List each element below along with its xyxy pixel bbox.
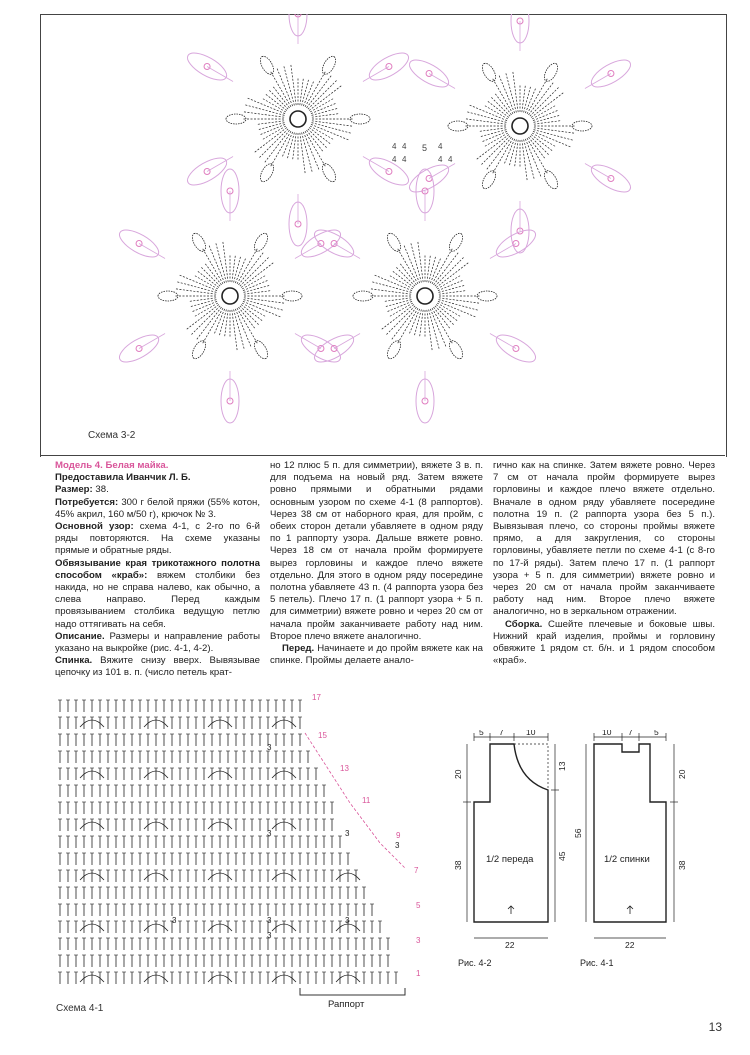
front-dim-right-upper: 13 (557, 761, 567, 771)
repeat-bracket (300, 988, 405, 1010)
front-dim-top-c: 10 (526, 730, 536, 737)
center-number: 4 (392, 142, 397, 151)
back-value: Вяжите снизу вверх. Вывязывае цепочку из 101 в. п. (число петель крат- (55, 655, 260, 679)
assembly-label: Сборка. (505, 618, 543, 630)
cell-number: 3 (345, 829, 350, 838)
flower-motif (406, 14, 635, 253)
assembly-value: Сшейте плечевые и боковые швы. Нижний край изделия, проймы и горловину обвяжите 1 рядом ст. б/н. и 1 рядом способом «краб». (493, 618, 715, 667)
size-label: Размер: (55, 484, 93, 496)
row-number: 3 (416, 936, 421, 945)
front-label: Перед. (282, 643, 315, 655)
front-dim-top-b: 7 (499, 730, 504, 737)
front-dim-top-a: 5 (479, 730, 484, 737)
flower-motif (116, 169, 345, 423)
repeat-label: Раппорт (328, 999, 365, 1010)
front-continued: гично как на спинке. Затем вяжете ровно. Через 7 см от начала пройм формируете вырез горловины и каждое плечо вяжете отдельно. Вначале в одном ряду убавляете посередине полотна 19 п. (2 раппорта узора без 5 п.). Вывязывая плечо, со стороны проймы вяжете прямо, а для закругления, со стороны горловины, убавляете петли по схеме 4-1 (с 8-го по 17-й ряды). Затем плечо 17 п. (1 раппорт узора + 5 п. для симметрии) вяжете ровно и через 20 см от начала пройм заканчиваете работу над ним. Второе плечо вяжете аналогично, но в зеркальном отражении. (493, 460, 715, 618)
pattern-label: Основной узор: (55, 521, 134, 533)
back-caption: Рис. 4-1 (580, 958, 614, 968)
pattern-value: схема 4-1, с 2-го по 6-й ряды повторяются. На схеме указаны прямые и обратные ряды. (55, 521, 261, 557)
row-numbers (312, 693, 421, 978)
back-label: Спинка. (55, 655, 93, 667)
column-2 (270, 460, 483, 667)
diagrams-svg (450, 730, 715, 970)
cell-number: 3 (395, 841, 400, 850)
back-dim-right-lower: 38 (677, 860, 687, 870)
back-pattern (573, 730, 687, 968)
cell-number: 3 (267, 916, 272, 925)
cell-number: 3 (345, 916, 350, 925)
cell-number: 3 (267, 829, 272, 838)
model-title: Модель 4. Белая майка. (55, 460, 169, 471)
back-dim-top-c: 5 (654, 730, 659, 737)
front-dim-right-total: 45 (557, 851, 567, 861)
row-number: 7 (414, 866, 419, 875)
edge-label: Обвязывание края трикотажного полотна способом «краб»: (55, 557, 260, 581)
front-dim-left-lower: 38 (453, 860, 463, 870)
row-number: 9 (396, 831, 401, 840)
cell-number: 3 (172, 916, 177, 925)
scheme-4-1-chart (50, 693, 435, 1018)
pattern-diagrams (450, 730, 715, 970)
center-number: 4 (402, 142, 407, 151)
center-number: 5 (422, 143, 428, 153)
front-pattern (453, 730, 567, 968)
description-label: Описание. (55, 630, 105, 642)
edge-value: вяжем столбики без накида, но не справа налево, как обычно, а слева направо. Перед каждым провязыванием столбика ведущую петлю надо оттягивать на себя. (55, 569, 260, 630)
back-dim-top-a: 10 (602, 730, 612, 737)
cell-number: 3 (267, 931, 272, 940)
row-number: 15 (318, 731, 327, 740)
scheme-3-2-label: Схема 3-2 (88, 430, 136, 441)
provided-by: Предоставила Иванчик Л. Б. (55, 472, 191, 484)
row-number: 11 (362, 796, 371, 805)
cell-numbers (172, 743, 400, 940)
back-dim-right-upper: 20 (677, 769, 687, 779)
front-value: Начинаете и до пройм вяжете как на спинке. Проймы делаете анало- (270, 643, 483, 667)
flower-motif (311, 169, 540, 423)
center-number: 4 (392, 155, 397, 164)
back-continued: но 12 плюс 5 п. для симметрии), вяжете 3 в. п. для подъема на новый ряд. Затем вяжете ровно прямыми и обратными рядами основным узором по схеме 4-1 (8 раппортов). Через 38 см от наборного края, для пройм, с обеих сторон детали убавляете в одном ряду по 1 раппорту узора. Дальше вяжете ровно. Через 18 см от начала пройм формируете вырез горловины и каждое плечо вяжете отдельно. Для этого в одном ряду посередине полотна убавляете 43 п. (4 раппорта узора без 5 петель). Плечо 17 п. (1 раппорт узора + 5 п. для симметрии) вяжете ровно и через 20 см от начала пройм заканчиваете работу над ним. Второе плечо вяжете аналогично. (270, 460, 483, 642)
back-dim-top-b: 7 (628, 730, 633, 737)
need-value: 300 г белой пряжи (55% котон, 45% акрил, 160 м/50 г), крючок № 3. (55, 496, 260, 520)
back-dim-bottom: 22 (625, 940, 635, 950)
description-value: Размеры и направление работы указано на выкройке (рис. 4-1, 4-2). (55, 630, 260, 655)
front-dim-left-upper: 20 (453, 769, 463, 779)
center-numbers (392, 142, 453, 164)
scheme-3-2-diagram (40, 14, 725, 444)
front-caption: Рис. 4-2 (458, 958, 492, 968)
motif-svg (40, 14, 725, 444)
column-1 (55, 460, 260, 680)
cell-number: 3 (267, 743, 272, 752)
row-number: 1 (416, 969, 421, 978)
column-3 (493, 460, 715, 667)
page-number: 13 (708, 1020, 722, 1034)
need-label: Потребуется: (55, 496, 119, 508)
center-number: 4 (438, 142, 443, 151)
scheme-4-1-label: Схема 4-1 (56, 1003, 104, 1014)
row-number: 13 (340, 764, 349, 773)
center-number: 4 (448, 155, 453, 164)
front-dim-bottom: 22 (505, 940, 515, 950)
size-value: 38. (95, 484, 109, 496)
flower-motif (184, 14, 413, 246)
center-number: 4 (402, 155, 407, 164)
row-number: 17 (312, 693, 321, 702)
front-pattern-label: 1/2 переда (486, 854, 534, 865)
back-dim-left-total: 56 (573, 828, 583, 838)
chart-svg (50, 693, 435, 1018)
center-number: 4 (438, 155, 443, 164)
row-number: 5 (416, 901, 421, 910)
back-pattern-label: 1/2 спинки (604, 854, 650, 865)
scheme-divider (40, 455, 725, 456)
